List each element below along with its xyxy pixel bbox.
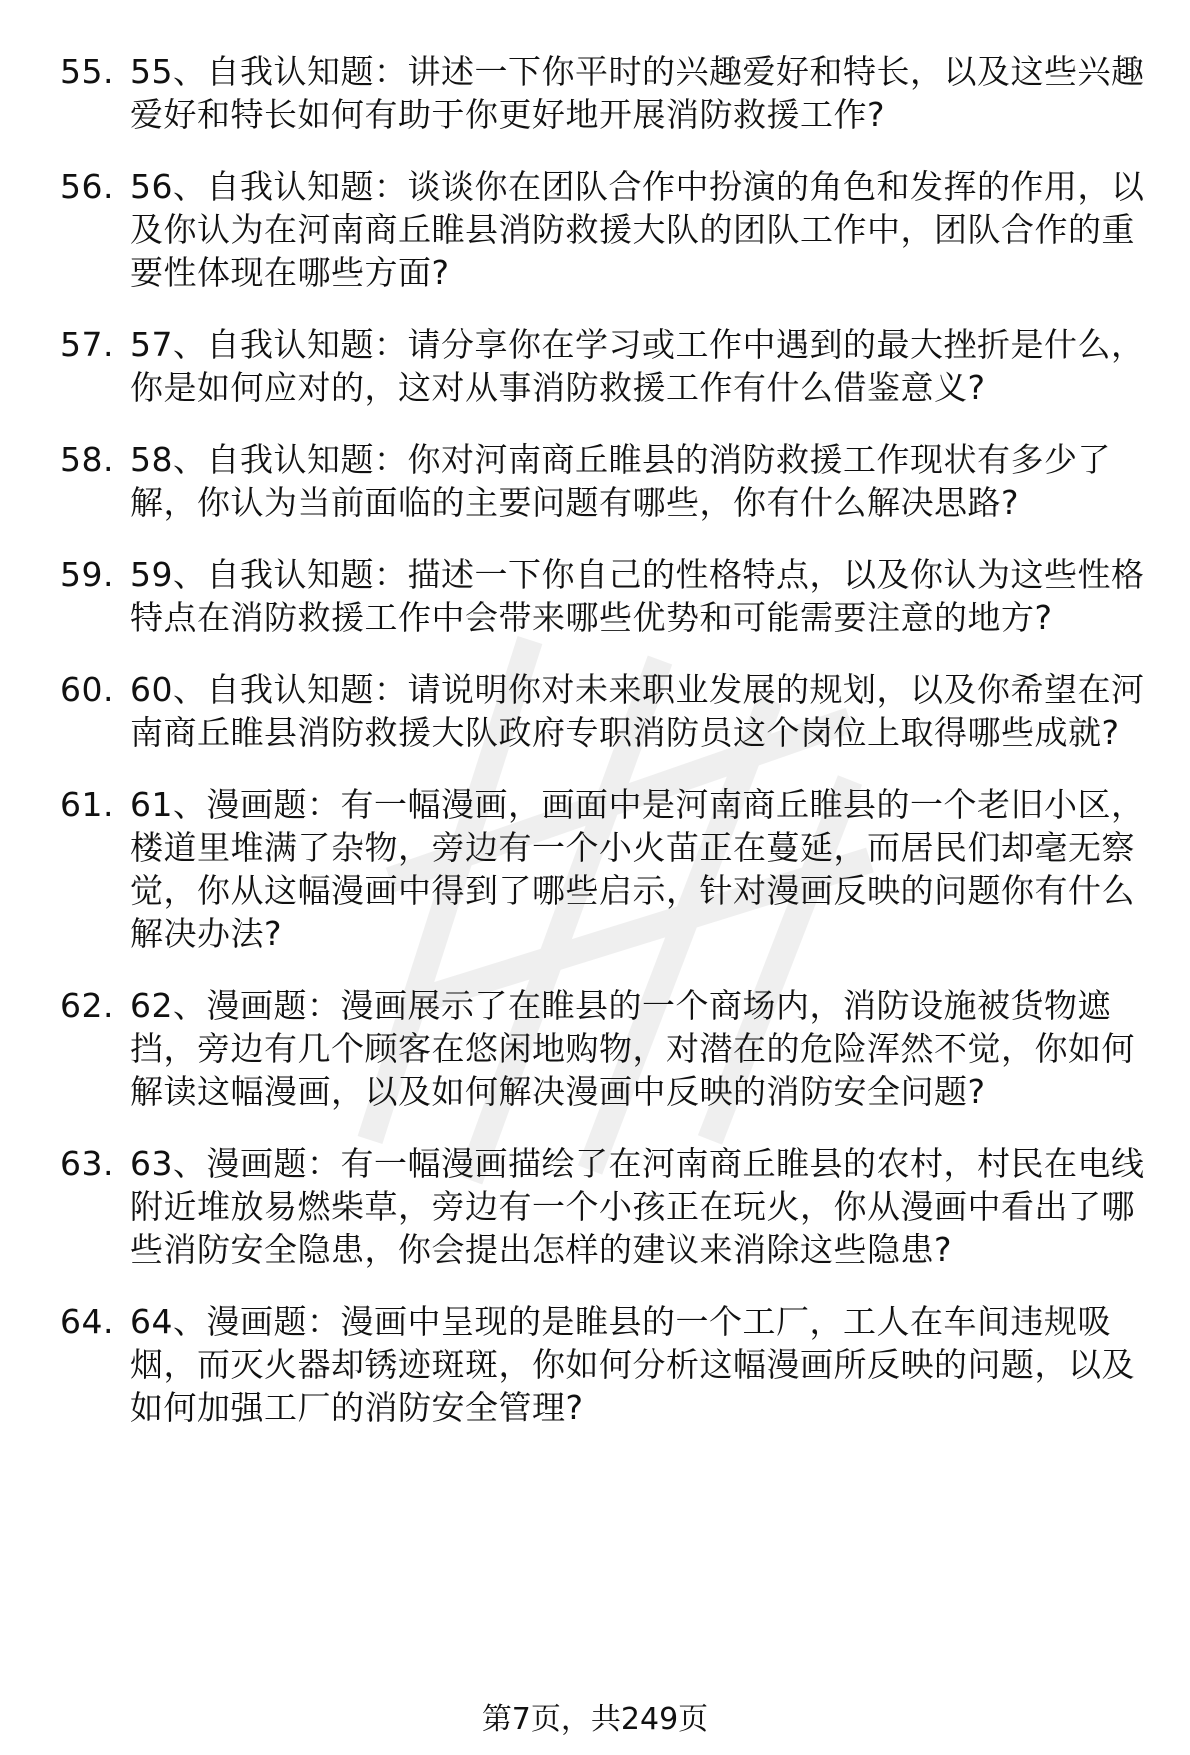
- question-text: 61、漫画题：有一幅漫画，画面中是河南商丘睢县的一个老旧小区，楼道里堆满了杂物，旁边有一个小火苗正在蔓延，而居民们却毫无察觉，你从这幅漫画中得到了哪些启示，针对漫画反映的问题你有什么解决办法?: [130, 785, 1145, 953]
- question-text: 62、漫画题：漫画展示了在睢县的一个商场内，消防设施被货物遮挡，旁边有几个顾客在悠闲地购物，对潜在的危险浑然不觉，你如何解读这幅漫画，以及如何解决漫画中反映的消防安全问题?: [130, 986, 1135, 1111]
- question-item: [60, 668, 1150, 754]
- question-number: 59.: [60, 555, 114, 594]
- question-item: [60, 553, 1150, 639]
- question-text: 56、自我认知题：谈谈你在团队合作中扮演的角色和发挥的作用，以及你认为在河南商丘睢县消防救援大队的团队工作中，团队合作的重要性体现在哪些方面?: [130, 167, 1145, 292]
- question-number: 60.: [60, 670, 114, 709]
- question-text: 60、自我认知题：请说明你对未来职业发展的规划，以及你希望在河南商丘睢县消防救援大队政府专职消防员这个岗位上取得哪些成就?: [130, 670, 1145, 752]
- question-item: [60, 783, 1150, 955]
- question-number: 56.: [60, 167, 114, 206]
- question-item: [60, 165, 1150, 294]
- question-number: 62.: [60, 986, 114, 1025]
- question-item: [60, 1300, 1150, 1429]
- question-item: [60, 323, 1150, 409]
- question-number: 58.: [60, 440, 114, 479]
- question-number: 61.: [60, 785, 114, 824]
- question-item: [60, 984, 1150, 1113]
- question-number: 63.: [60, 1144, 114, 1183]
- question-number: 64.: [60, 1302, 114, 1341]
- question-text: 59、自我认知题：描述一下你自己的性格特点，以及你认为这些性格特点在消防救援工作中会带来哪些优势和可能需要注意的地方?: [130, 555, 1145, 637]
- question-item: [60, 50, 1150, 136]
- question-list: [60, 50, 1150, 1458]
- question-item: [60, 438, 1150, 524]
- question-text: 63、漫画题：有一幅漫画描绘了在河南商丘睢县的农村，村民在电线附近堆放易燃柴草，旁边有一个小孩正在玩火，你从漫画中看出了哪些消防安全隐患，你会提出怎样的建议来消除这些隐患?: [130, 1144, 1145, 1269]
- question-number: 55.: [60, 52, 114, 91]
- question-text: 57、自我认知题：请分享你在学习或工作中遇到的最大挫折是什么，你是如何应对的，这对从事消防救援工作有什么借鉴意义?: [130, 325, 1145, 407]
- question-text: 58、自我认知题：你对河南商丘睢县的消防救援工作现状有多少了解，你认为当前面临的主要问题有哪些，你有什么解决思路?: [130, 440, 1111, 522]
- question-number: 57.: [60, 325, 114, 364]
- page-footer: 第7页，共249页: [481, 1702, 709, 1737]
- question-text: 55、自我认知题：讲述一下你平时的兴趣爱好和特长，以及这些兴趣爱好和特长如何有助于你更好地开展消防救援工作?: [130, 52, 1145, 134]
- question-item: [60, 1142, 1150, 1271]
- question-text: 64、漫画题：漫画中呈现的是睢县的一个工厂，工人在车间违规吸烟，而灭火器却锈迹斑斑，你如何分析这幅漫画所反映的问题，以及如何加强工厂的消防安全管理?: [130, 1302, 1135, 1427]
